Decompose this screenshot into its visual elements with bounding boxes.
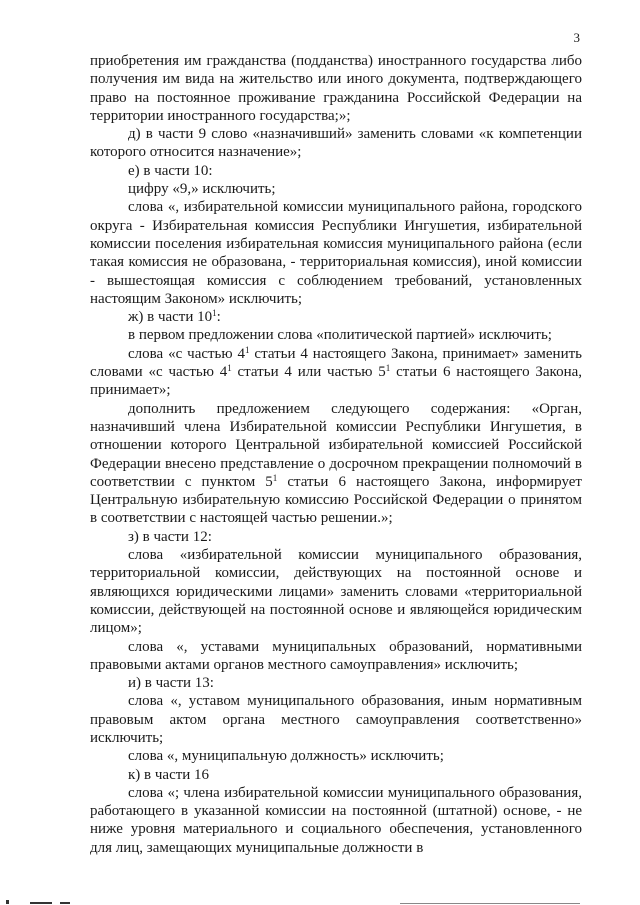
text-run: слова «с частью 4 — [128, 345, 246, 362]
paragraph — [90, 546, 582, 637]
paragraph — [90, 326, 582, 344]
text-run: статьи 6 настоящего Закона, принимает»; — [90, 364, 583, 399]
text-run: слова «, муниципальную должность» исключить; — [128, 748, 444, 765]
text-run: статьи 4 или частью 5 — [231, 364, 386, 381]
text-run: дополнить предложением следующего содержания: «Орган, назначивший члена Избирательной комиссии Республики Ингушетия, в отношении которого Центральной избирательной комиссией Российской Федерации внесено представление о досрочном прекращении полномочий в соответствии с пунктом 5 — [90, 400, 582, 490]
paragraph — [90, 638, 582, 675]
text-run: в первом предложении слова «политической партией» исключить; — [128, 327, 552, 344]
text-run: д) в части 9 слово «назначивший» заменить словами «к компетенции которого относится назначение»; — [90, 126, 582, 161]
paragraph — [90, 125, 582, 162]
paragraph — [90, 400, 582, 528]
paragraph — [90, 674, 582, 692]
text-run: статьи 6 настоящего Закона, информирует Центральную избирательную комиссию Российской Федерации о принятом в соответствии с настоящей частью решении.»; — [90, 473, 582, 527]
superscript: 1 — [212, 308, 217, 319]
text-run: з) в части 12: — [128, 528, 212, 545]
paragraph — [90, 345, 582, 400]
text-run: слова «избирательной комиссии муниципального образования, территориальной комиссии, действующих на постоянной основе и являющихся юридическими лицами» заменить словами «территориальной комиссии, действующей на постоянной основе и являющейся юридическим лицом»; — [90, 547, 582, 637]
paragraph — [90, 180, 582, 198]
paragraph — [90, 308, 582, 326]
superscript: 1 — [272, 472, 278, 483]
page-number: 3 — [573, 30, 580, 45]
paragraph — [90, 528, 582, 546]
paragraph — [90, 747, 582, 765]
superscript: 1 — [227, 363, 232, 374]
superscript: 1 — [385, 363, 391, 374]
superscript: 1 — [245, 344, 250, 355]
paragraph — [90, 766, 582, 784]
scan-edge-artifact — [0, 899, 640, 905]
text-run: слова «; члена избирательной комиссии муниципального образования, работающего в указанной комиссии на постоянной (штатной) основе, - не ниже уровня материального и социального обеспечения, установленного для лиц, замещающих муниципальные должности в — [90, 784, 582, 856]
text-run: и) в части 13: — [128, 675, 214, 692]
document-body — [90, 52, 582, 857]
text-run: цифру «9,» исключить; — [128, 181, 276, 198]
paragraph — [90, 198, 582, 308]
text-run: слова «, избирательной комиссии муниципального района, городского округа - Избирательная комиссия Республики Ингушетия, избирательной комиссии поселения избирательная комиссия муниципального района (если такая комиссия не образована, - территориальная комиссия), иной комиссии - вышестоящая комиссия с соблюдением требований, установленных настоящим Законом» исключить; — [90, 199, 582, 307]
paragraph — [90, 52, 582, 125]
text-run: к) в части 16 — [128, 766, 210, 783]
text-run: слова «, уставом муниципального образования, иным нормативным правовым актом органа местного самоуправления соответственно» исключить; — [90, 693, 582, 746]
text-run: ж) в части 10 — [128, 309, 213, 326]
text-run: : — [216, 309, 221, 326]
text-run: слова «, уставами муниципальных образований, нормативными правовыми актами органов местного самоуправления» исключить; — [90, 638, 582, 673]
paragraph — [90, 784, 582, 857]
text-run: приобретения им гражданства (подданства) иностранного государства либо получения им вида на жительство или иного документа, подтверждающего право на постоянное проживание гражданина Российской Федерации на территории иностранного государства;»; — [90, 53, 582, 124]
text-run: е) в части 10: — [128, 162, 213, 179]
text-run: статьи 4 настоящего Закона, принимает» заменить словами «с частью 4 — [90, 345, 582, 381]
paragraph — [90, 692, 582, 747]
paragraph — [90, 162, 582, 180]
